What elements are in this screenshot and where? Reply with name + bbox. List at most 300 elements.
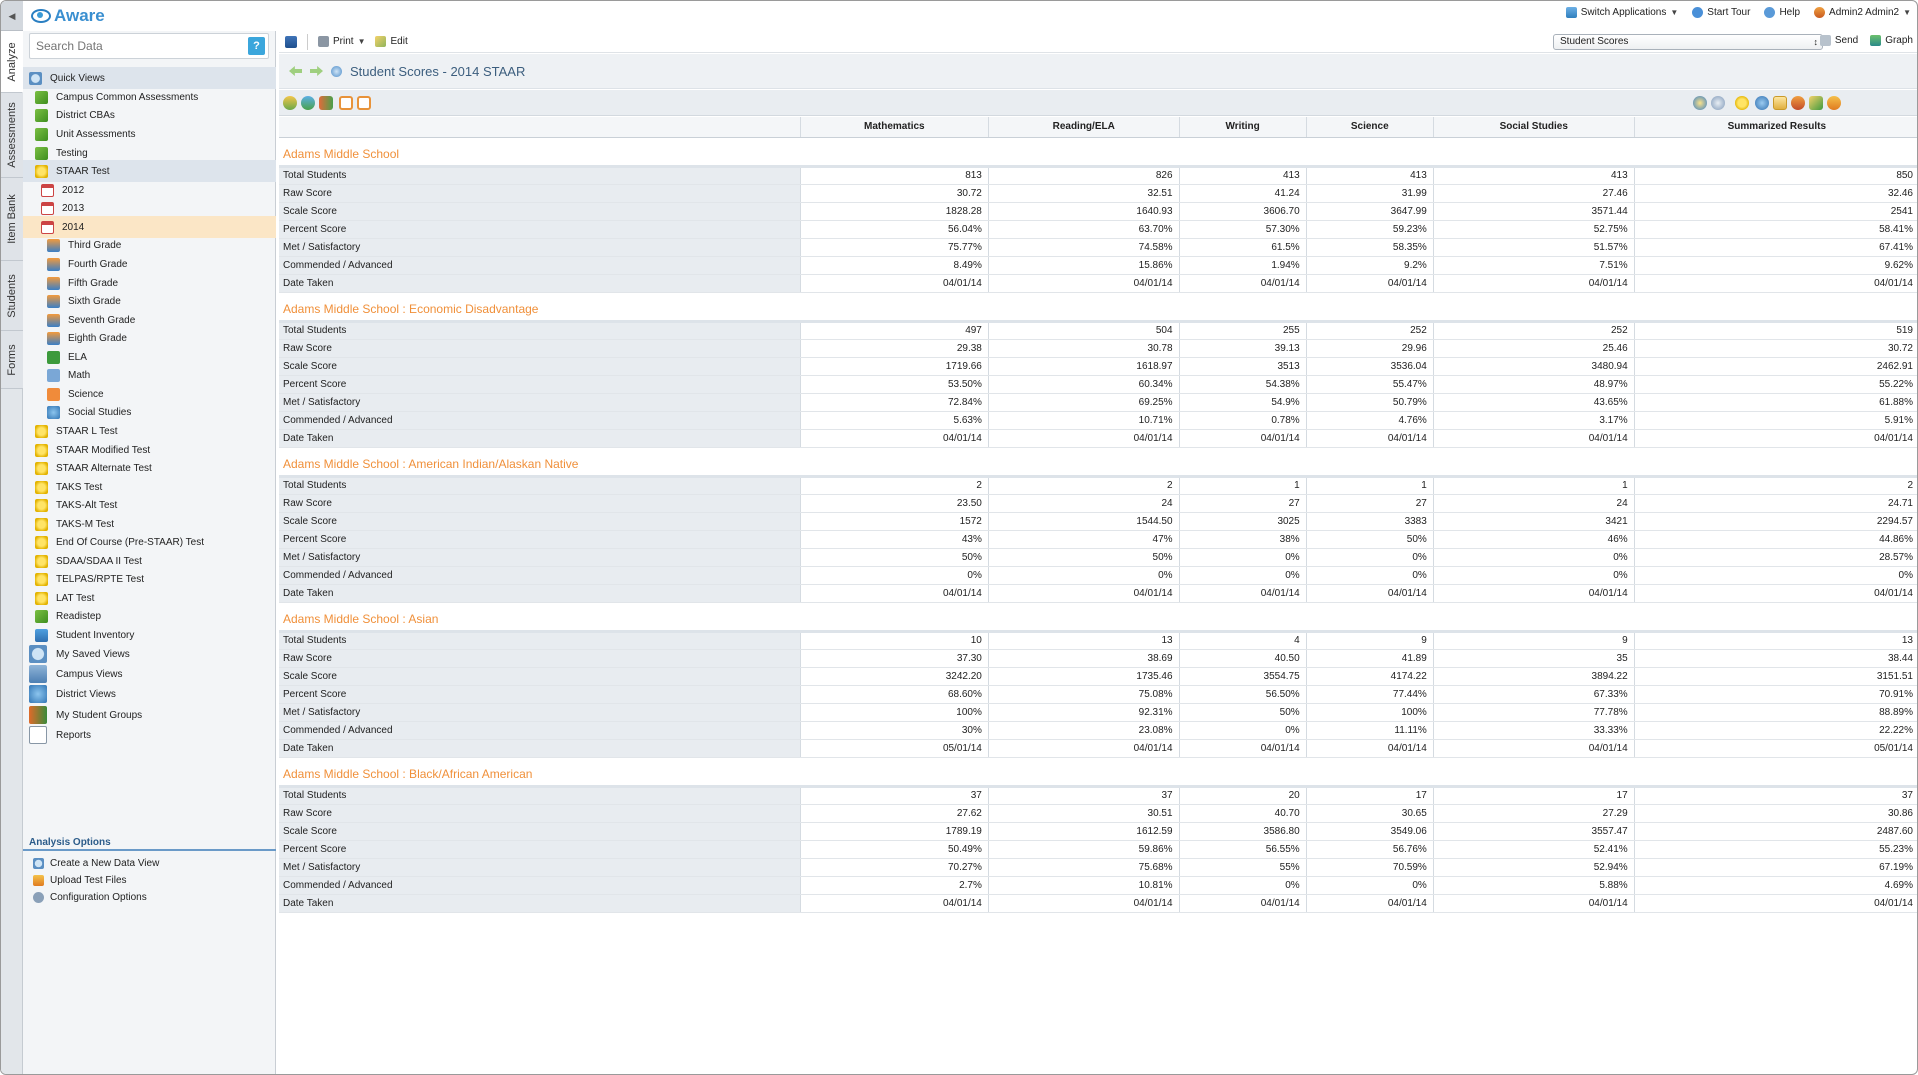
score-cell[interactable]: 2	[1634, 476, 1918, 494]
score-cell[interactable]: 47%	[988, 530, 1179, 548]
score-cell[interactable]: 61.88%	[1634, 393, 1918, 411]
score-cell[interactable]: 67.41%	[1634, 238, 1918, 256]
score-cell[interactable]: 100%	[1306, 703, 1433, 721]
share-globe-icon[interactable]	[1755, 96, 1769, 110]
column-header[interactable]: Writing	[1179, 117, 1306, 137]
score-cell[interactable]: 1612.59	[988, 822, 1179, 840]
score-cell[interactable]: 504	[988, 321, 1179, 339]
score-cell[interactable]: 11.11%	[1306, 721, 1433, 739]
gear-icon	[33, 892, 44, 903]
score-cell[interactable]: 63.70%	[988, 220, 1179, 238]
score-cell[interactable]: 04/01/14	[1634, 584, 1918, 602]
score-cell[interactable]: 3383	[1306, 512, 1433, 530]
score-cell[interactable]: 55%	[1179, 858, 1306, 876]
score-cell[interactable]: 3586.80	[1179, 822, 1306, 840]
score-cell[interactable]: 17	[1306, 786, 1433, 804]
score-cell[interactable]: 5.91%	[1634, 411, 1918, 429]
score-cell[interactable]: 41.24	[1179, 184, 1306, 202]
score-cell[interactable]: 56.76%	[1306, 840, 1433, 858]
score-cell[interactable]: 70.91%	[1634, 685, 1918, 703]
configuration-options-link[interactable]: Configuration Options	[23, 889, 276, 906]
score-cell[interactable]: 0%	[1179, 566, 1306, 584]
score-cell[interactable]: 52.41%	[1433, 840, 1634, 858]
score-cell[interactable]: 43%	[800, 530, 988, 548]
score-cell[interactable]: 31.99	[1306, 184, 1433, 202]
score-cell[interactable]: 30.78	[988, 339, 1179, 357]
score-cell[interactable]: 24	[988, 494, 1179, 512]
score-cell[interactable]: 4	[1179, 631, 1306, 649]
score-cell[interactable]: 17	[1433, 786, 1634, 804]
score-cell[interactable]: 23.08%	[988, 721, 1179, 739]
score-cell[interactable]: 59.86%	[988, 840, 1179, 858]
score-cell[interactable]: 255	[1179, 321, 1306, 339]
score-cell[interactable]: 56.50%	[1179, 685, 1306, 703]
score-cell[interactable]: 3894.22	[1433, 667, 1634, 685]
group-icon	[47, 314, 60, 327]
column-header[interactable]: Social Studies	[1433, 117, 1634, 137]
view-select[interactable]: Student Scores ↕	[1553, 34, 1823, 50]
score-cell[interactable]: 497	[800, 321, 988, 339]
score-cell[interactable]: 30.65	[1306, 804, 1433, 822]
score-cell[interactable]: 39.13	[1179, 339, 1306, 357]
score-cell[interactable]: 04/01/14	[1433, 429, 1634, 447]
score-cell[interactable]: 2.7%	[800, 876, 988, 894]
score-cell[interactable]: 04/01/14	[1306, 739, 1433, 757]
score-cell[interactable]: 04/01/14	[1179, 429, 1306, 447]
score-cell[interactable]: 28.57%	[1634, 548, 1918, 566]
table-icon[interactable]	[339, 96, 353, 110]
score-cell[interactable]: 9.62%	[1634, 256, 1918, 274]
score-cell[interactable]: 0%	[988, 566, 1179, 584]
score-cell[interactable]: 48.97%	[1433, 375, 1634, 393]
star-icon	[35, 518, 48, 531]
score-cell[interactable]: 54.38%	[1179, 375, 1306, 393]
vertical-tab-strip	[1, 1, 23, 1075]
check-icon	[35, 109, 48, 122]
sidebar-item-label: My Student Groups	[56, 709, 143, 721]
score-cell[interactable]: 24	[1433, 494, 1634, 512]
graph-button[interactable]: Graph	[1870, 35, 1913, 46]
score-cell[interactable]: 04/01/14	[1433, 584, 1634, 602]
score-cell[interactable]: 1618.97	[988, 357, 1179, 375]
student-icon[interactable]	[1791, 96, 1805, 110]
refresh-icon[interactable]	[331, 66, 342, 77]
score-cell[interactable]: 2462.91	[1634, 357, 1918, 375]
score-cell[interactable]: 38.69	[988, 649, 1179, 667]
score-cell[interactable]: 30.86	[1634, 804, 1918, 822]
score-cell[interactable]: 27	[1306, 494, 1433, 512]
sidebar-item-my-saved-views[interactable]	[23, 643, 276, 665]
score-cell[interactable]: 25.46	[1433, 339, 1634, 357]
score-cell[interactable]: 04/01/14	[988, 584, 1179, 602]
tab-item-bank[interactable]: Item Bank	[1, 178, 23, 261]
score-cell[interactable]: 37	[800, 786, 988, 804]
score-cell[interactable]: 1789.19	[800, 822, 988, 840]
back-arrow-icon[interactable]	[289, 66, 302, 76]
sidebar-item-label: 2012	[62, 184, 85, 196]
score-cell[interactable]: 04/01/14	[1179, 894, 1306, 912]
score-cell[interactable]: 0%	[1179, 876, 1306, 894]
sidebar-item-my-student-groups[interactable]	[23, 704, 276, 726]
score-cell[interactable]: 413	[1179, 166, 1306, 184]
score-cell[interactable]: 1735.46	[988, 667, 1179, 685]
score-cell[interactable]: 05/01/14	[800, 739, 988, 757]
score-cell[interactable]: 1719.66	[800, 357, 988, 375]
globe-icon[interactable]	[1693, 96, 1707, 110]
group-header-row	[279, 292, 1918, 321]
score-cell[interactable]: 55.22%	[1634, 375, 1918, 393]
score-cell[interactable]: 0.78%	[1179, 411, 1306, 429]
score-cell[interactable]: 27	[1179, 494, 1306, 512]
score-cell[interactable]: 30.72	[800, 184, 988, 202]
print-button[interactable]: Print ▼	[318, 36, 365, 47]
score-cell[interactable]: 04/01/14	[1179, 584, 1306, 602]
score-cell[interactable]: 3647.99	[1306, 202, 1433, 220]
score-cell[interactable]: 04/01/14	[800, 894, 988, 912]
sidebar-item-district-views[interactable]	[23, 683, 276, 705]
score-cell[interactable]: 04/01/14	[1306, 274, 1433, 292]
score-cell[interactable]: 77.78%	[1433, 703, 1634, 721]
column-header[interactable]: Summarized Results	[1634, 117, 1918, 137]
score-cell[interactable]: 58.41%	[1634, 220, 1918, 238]
group-title[interactable]: Adams Middle School	[279, 137, 1918, 166]
favorite-star-icon[interactable]	[1735, 96, 1749, 110]
score-cell[interactable]: 77.44%	[1306, 685, 1433, 703]
page-header	[279, 54, 1918, 89]
score-cell[interactable]: 56.04%	[800, 220, 988, 238]
score-cell[interactable]: 43.65%	[1433, 393, 1634, 411]
score-cell[interactable]: 04/01/14	[1634, 429, 1918, 447]
person-icon[interactable]	[1827, 96, 1841, 110]
score-cell[interactable]: 04/01/14	[1306, 429, 1433, 447]
score-cell[interactable]: 10.71%	[988, 411, 1179, 429]
score-cell[interactable]: 30.51	[988, 804, 1179, 822]
score-cell[interactable]: 29.38	[800, 339, 988, 357]
score-cell[interactable]: 88.89%	[1634, 703, 1918, 721]
help-link[interactable]: Help	[1764, 7, 1800, 18]
column-header[interactable]: Mathematics	[800, 117, 988, 137]
score-cell[interactable]: 3.17%	[1433, 411, 1634, 429]
score-cell[interactable]: 252	[1433, 321, 1634, 339]
score-cell[interactable]: 1640.93	[988, 202, 1179, 220]
score-cell[interactable]: 7.51%	[1433, 256, 1634, 274]
score-cell[interactable]: 75.08%	[988, 685, 1179, 703]
score-cell[interactable]: 27.46	[1433, 184, 1634, 202]
score-cell[interactable]: 35	[1433, 649, 1634, 667]
score-cell[interactable]: 50.79%	[1306, 393, 1433, 411]
graph-icon	[1870, 35, 1881, 46]
table-row	[279, 721, 1918, 739]
chevron-down-icon: ▼	[1670, 8, 1679, 17]
score-cell[interactable]: 92.31%	[988, 703, 1179, 721]
score-cell[interactable]: 0%	[1179, 721, 1306, 739]
score-cell[interactable]: 29.96	[1306, 339, 1433, 357]
score-cell[interactable]: 3571.44	[1433, 202, 1634, 220]
score-cell[interactable]: 3242.20	[800, 667, 988, 685]
group-title[interactable]: Adams Middle School : Black/African American	[279, 757, 1918, 786]
upload-test-files-link[interactable]: Upload Test Files	[23, 872, 276, 889]
score-cell[interactable]: 04/01/14	[1306, 894, 1433, 912]
score-cell[interactable]: 27.29	[1433, 804, 1634, 822]
table-row	[279, 584, 1918, 602]
score-cell[interactable]: 3480.94	[1433, 357, 1634, 375]
score-cell[interactable]: 04/01/14	[988, 894, 1179, 912]
score-cell[interactable]: 15.86%	[988, 256, 1179, 274]
sidebar-item-campus-views[interactable]	[23, 663, 276, 685]
score-cell[interactable]: 0%	[1634, 566, 1918, 584]
score-cell[interactable]: 2	[988, 476, 1179, 494]
score-cell[interactable]: 37	[988, 786, 1179, 804]
score-cell[interactable]: 05/01/14	[1634, 739, 1918, 757]
score-cell[interactable]: 32.46	[1634, 184, 1918, 202]
table-row	[279, 566, 1918, 584]
score-cell[interactable]: 0%	[1433, 566, 1634, 584]
column-header[interactable]: Science	[1306, 117, 1433, 137]
score-cell[interactable]: 3606.70	[1179, 202, 1306, 220]
score-cell[interactable]: 9	[1433, 631, 1634, 649]
score-cell[interactable]: 413	[1433, 166, 1634, 184]
score-cell[interactable]: 8.49%	[800, 256, 988, 274]
table-row	[279, 393, 1918, 411]
user-menu[interactable]: Admin2 Admin2 ▼	[1814, 7, 1911, 18]
score-cell[interactable]: 413	[1306, 166, 1433, 184]
score-cell[interactable]: 50%	[988, 548, 1179, 566]
calendar-icon	[41, 184, 54, 197]
score-cell[interactable]: 10.81%	[988, 876, 1179, 894]
score-cell[interactable]: 9.2%	[1306, 256, 1433, 274]
score-cell[interactable]: 04/01/14	[1179, 274, 1306, 292]
score-cell[interactable]: 24.71	[1634, 494, 1918, 512]
score-cell[interactable]: 33.33%	[1433, 721, 1634, 739]
view-icon-bar	[279, 90, 1918, 116]
magnifier-icon	[29, 645, 47, 663]
score-cell[interactable]: 55.47%	[1306, 375, 1433, 393]
score-cell[interactable]: 3421	[1433, 512, 1634, 530]
score-cell[interactable]: 44.86%	[1634, 530, 1918, 548]
score-cell[interactable]: 0%	[1306, 876, 1433, 894]
score-cell[interactable]: 2	[800, 476, 988, 494]
tab-students[interactable]: Students	[1, 261, 23, 331]
score-cell[interactable]: 58.35%	[1306, 238, 1433, 256]
score-cell[interactable]: 56.55%	[1179, 840, 1306, 858]
sidebar-item-label: TAKS-Alt Test	[56, 499, 118, 511]
score-cell[interactable]: 9	[1306, 631, 1433, 649]
score-cell[interactable]: 3557.47	[1433, 822, 1634, 840]
score-cell[interactable]: 30%	[800, 721, 988, 739]
score-cell[interactable]: 52.75%	[1433, 220, 1634, 238]
scores-table	[279, 117, 1918, 913]
apps-icon	[1566, 7, 1577, 18]
sidebar-item-label: Campus Common Assessments	[56, 91, 199, 103]
score-cell[interactable]: 1828.28	[800, 202, 988, 220]
score-cell[interactable]: 67.33%	[1433, 685, 1634, 703]
sidebar-item-reports[interactable]	[23, 724, 276, 746]
score-cell[interactable]: 04/01/14	[988, 274, 1179, 292]
score-cell[interactable]: 74.58%	[988, 238, 1179, 256]
score-cell[interactable]: 13	[1634, 631, 1918, 649]
table-row	[279, 804, 1918, 822]
score-cell[interactable]: 04/01/14	[1634, 894, 1918, 912]
star-icon	[35, 462, 48, 475]
score-cell[interactable]: 1	[1179, 476, 1306, 494]
score-cell[interactable]: 04/01/14	[1433, 739, 1634, 757]
forward-arrow-icon[interactable]	[310, 66, 323, 76]
row-label: Raw Score	[279, 804, 800, 822]
score-cell[interactable]: 70.27%	[800, 858, 988, 876]
score-cell[interactable]: 1.94%	[1179, 256, 1306, 274]
score-cell[interactable]: 57.30%	[1179, 220, 1306, 238]
group-icon	[47, 239, 60, 252]
score-cell[interactable]: 4.76%	[1306, 411, 1433, 429]
score-cell[interactable]: 252	[1306, 321, 1433, 339]
search-input[interactable]	[30, 34, 230, 58]
score-cell[interactable]: 61.5%	[1179, 238, 1306, 256]
score-cell[interactable]: 54.9%	[1179, 393, 1306, 411]
score-cell[interactable]: 50%	[1306, 530, 1433, 548]
switch-applications-menu[interactable]: Switch Applications ▼	[1566, 7, 1679, 18]
score-cell[interactable]: 04/01/14	[800, 584, 988, 602]
score-cell[interactable]: 46%	[1433, 530, 1634, 548]
group-title[interactable]: Adams Middle School : Asian	[279, 602, 1918, 631]
score-cell[interactable]: 23.50	[800, 494, 988, 512]
sidebar-item-label: TELPAS/RPTE Test	[56, 573, 144, 585]
score-cell[interactable]: 55.23%	[1634, 840, 1918, 858]
score-cell[interactable]: 04/01/14	[988, 429, 1179, 447]
score-cell[interactable]: 53.50%	[800, 375, 988, 393]
score-cell[interactable]: 1572	[800, 512, 988, 530]
start-tour-link[interactable]: Start Tour	[1692, 7, 1750, 18]
score-cell[interactable]: 4174.22	[1306, 667, 1433, 685]
filter-icon[interactable]	[283, 96, 297, 110]
columns-icon[interactable]	[357, 96, 371, 110]
score-cell[interactable]: 40.50	[1179, 649, 1306, 667]
score-cell[interactable]: 850	[1634, 166, 1918, 184]
score-cell[interactable]: 1	[1433, 476, 1634, 494]
score-cell[interactable]: 0%	[1433, 548, 1634, 566]
score-cell[interactable]: 3513	[1179, 357, 1306, 375]
send-button[interactable]: Send	[1820, 35, 1858, 46]
notes-icon[interactable]	[1809, 96, 1823, 110]
score-cell[interactable]: 32.51	[988, 184, 1179, 202]
table-row	[279, 321, 1918, 339]
score-cell[interactable]: 1544.50	[988, 512, 1179, 530]
score-cell[interactable]: 2541	[1634, 202, 1918, 220]
score-cell[interactable]: 60.34%	[988, 375, 1179, 393]
score-cell[interactable]: 0%	[800, 566, 988, 584]
table-row	[279, 166, 1918, 184]
score-cell[interactable]: 22.22%	[1634, 721, 1918, 739]
group-title[interactable]: Adams Middle School : American Indian/Alaskan Native	[279, 447, 1918, 476]
score-cell[interactable]: 50.49%	[800, 840, 988, 858]
score-cell[interactable]: 27.62	[800, 804, 988, 822]
edit-button[interactable]: Edit	[375, 36, 407, 47]
book-icon[interactable]	[1773, 96, 1787, 110]
score-cell[interactable]: 75.68%	[988, 858, 1179, 876]
score-cell[interactable]: 3151.51	[1634, 667, 1918, 685]
score-cell[interactable]: 04/01/14	[1306, 584, 1433, 602]
score-cell[interactable]: 52.94%	[1433, 858, 1634, 876]
score-cell[interactable]: 51.57%	[1433, 238, 1634, 256]
score-cell[interactable]: 2487.60	[1634, 822, 1918, 840]
score-cell[interactable]: 59.23%	[1306, 220, 1433, 238]
score-cell[interactable]: 100%	[800, 703, 988, 721]
score-cell[interactable]: 3549.06	[1306, 822, 1433, 840]
search-help-button[interactable]: ?	[248, 37, 265, 55]
table-row	[279, 512, 1918, 530]
score-cell[interactable]: 50%	[800, 548, 988, 566]
score-cell[interactable]: 13	[988, 631, 1179, 649]
score-cell[interactable]: 3536.04	[1306, 357, 1433, 375]
score-cell[interactable]: 0%	[1306, 548, 1433, 566]
table-row	[279, 274, 1918, 292]
tab-forms[interactable]: Forms	[1, 331, 23, 389]
top-nav	[1566, 7, 1911, 18]
refresh-view-icon[interactable]	[1711, 96, 1725, 110]
score-cell[interactable]: 70.59%	[1306, 858, 1433, 876]
score-cell[interactable]: 04/01/14	[988, 739, 1179, 757]
score-cell[interactable]: 519	[1634, 321, 1918, 339]
score-cell[interactable]: 5.88%	[1433, 876, 1634, 894]
tab-assessments[interactable]: Assessments	[1, 93, 23, 178]
score-cell[interactable]: 0%	[1306, 566, 1433, 584]
score-cell[interactable]: 826	[988, 166, 1179, 184]
score-cell[interactable]: 04/01/14	[1634, 274, 1918, 292]
score-cell[interactable]: 20	[1179, 786, 1306, 804]
score-cell[interactable]: 38%	[1179, 530, 1306, 548]
score-cell[interactable]: 4.69%	[1634, 876, 1918, 894]
score-cell[interactable]: 04/01/14	[800, 429, 988, 447]
save-icon[interactable]	[285, 36, 297, 48]
score-cell[interactable]: 72.84%	[800, 393, 988, 411]
score-cell[interactable]: 04/01/14	[1433, 274, 1634, 292]
group-by-icon[interactable]	[301, 96, 315, 110]
score-cell[interactable]: 3554.75	[1179, 667, 1306, 685]
score-cell[interactable]: 04/01/14	[800, 274, 988, 292]
score-cell[interactable]: 50%	[1179, 703, 1306, 721]
create-data-view-link[interactable]: Create a New Data View	[23, 855, 276, 872]
score-cell[interactable]: 3025	[1179, 512, 1306, 530]
score-cell[interactable]: 37	[1634, 786, 1918, 804]
score-cell[interactable]: 30.72	[1634, 339, 1918, 357]
column-header[interactable]: Reading/ELA	[988, 117, 1179, 137]
row-label: Percent Score	[279, 375, 800, 393]
tab-analyze[interactable]: Analyze	[1, 31, 23, 93]
score-cell[interactable]: 38.44	[1634, 649, 1918, 667]
score-cell[interactable]: 2294.57	[1634, 512, 1918, 530]
table-row	[279, 429, 1918, 447]
score-cell[interactable]: 69.25%	[988, 393, 1179, 411]
score-cell[interactable]: 5.63%	[800, 411, 988, 429]
score-cell[interactable]: 67.19%	[1634, 858, 1918, 876]
score-cell[interactable]: 40.70	[1179, 804, 1306, 822]
sidebar-item-label: Student Inventory	[56, 629, 135, 641]
score-cell[interactable]: 813	[800, 166, 988, 184]
collapse-sidebar-button[interactable]: ◀	[1, 1, 23, 31]
score-cell[interactable]: 75.77%	[800, 238, 988, 256]
color-code-icon[interactable]	[319, 96, 333, 110]
score-cell[interactable]: 04/01/14	[1179, 739, 1306, 757]
score-cell[interactable]: 10	[800, 631, 988, 649]
score-cell[interactable]: 41.89	[1306, 649, 1433, 667]
score-cell[interactable]: 0%	[1179, 548, 1306, 566]
score-cell[interactable]: 04/01/14	[1433, 894, 1634, 912]
score-cell[interactable]: 1	[1306, 476, 1433, 494]
row-label: Scale Score	[279, 202, 800, 220]
globe-icon	[29, 685, 47, 703]
group-title[interactable]: Adams Middle School : Economic Disadvantage	[279, 292, 1918, 321]
score-cell[interactable]: 68.60%	[800, 685, 988, 703]
score-cell[interactable]: 37.30	[800, 649, 988, 667]
